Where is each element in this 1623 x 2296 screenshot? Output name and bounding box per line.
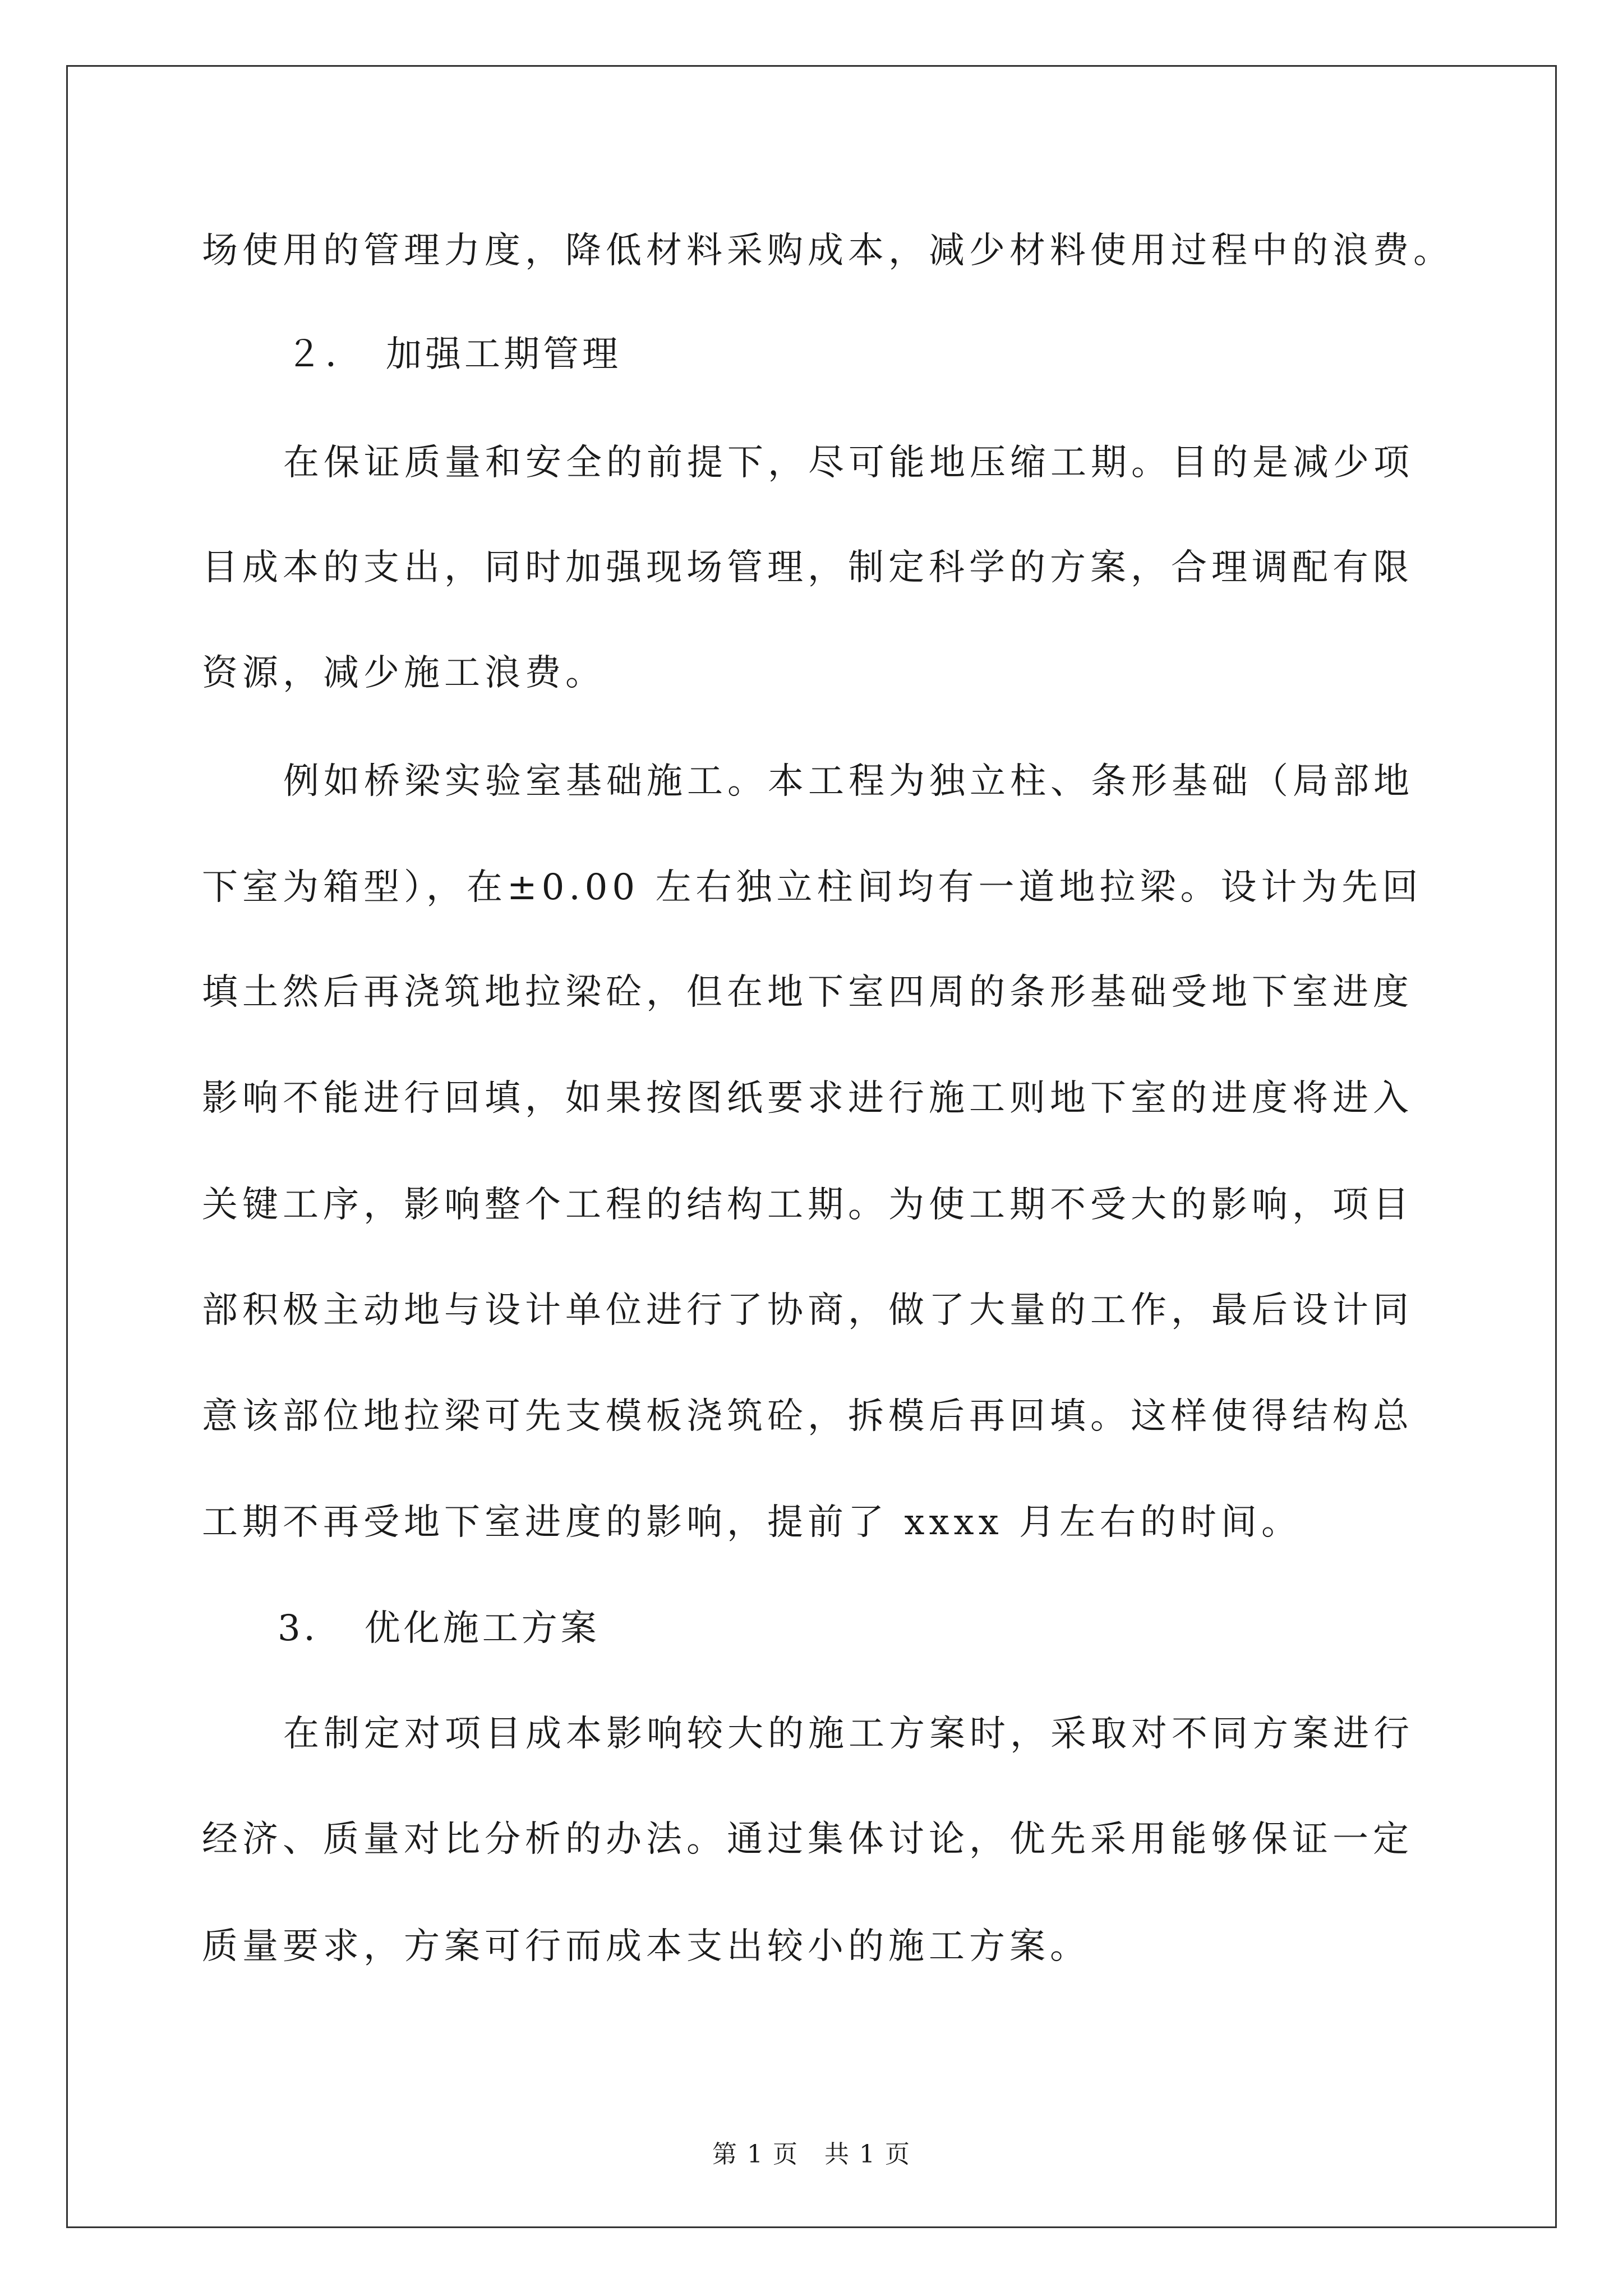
body-line: 质量要求，方案可行而成本支出较小的施工方案。	[202, 1926, 1090, 1967]
page-number: 第 1 页 共 1 页	[712, 2140, 911, 2169]
body-line: 下室为箱型），在±0.00 左右独立柱间均有一道地拉梁。设计为先回	[202, 867, 1423, 908]
body-line: 目成本的支出，同时加强现场管理，制定科学的方案，合理调配有限	[202, 547, 1413, 588]
body-line: 在制定对项目成本影响较大的施工方案时，采取对不同方案进行	[283, 1713, 1414, 1755]
page-border	[66, 65, 1557, 2228]
body-line: 意该部位地拉梁可先支模板浇筑砼，拆模后再回填。这样使得结构总	[202, 1396, 1413, 1437]
body-line: 场使用的管理力度，降低材料采购成本，减少材料使用过程中的浪费。	[202, 230, 1454, 272]
body-line: 资源，减少施工浪费。	[202, 652, 606, 694]
body-line: 例如桥梁实验室基础施工。本工程为独立柱、条形基础（局部地	[283, 761, 1414, 802]
body-line: 影响不能进行回填，如果按图纸要求进行施工则地下室的进度将进入	[202, 1078, 1413, 1119]
body-line: 在保证质量和安全的前提下，尽可能地压缩工期。目的是减少项	[283, 442, 1414, 484]
section-heading-2: ２． 加强工期管理	[286, 334, 621, 375]
body-line: 部积极主动地与设计单位进行了协商，做了大量的工作，最后设计同	[202, 1290, 1413, 1331]
body-line: 工期不再受地下室进度的影响，提前了 xxxx 月左右的时间。	[202, 1502, 1302, 1543]
body-line: 经济、质量对比分析的办法。通过集体讨论，优先采用能够保证一定	[202, 1819, 1413, 1860]
body-line: 关键工序，影响整个工程的结构工期。为使工期不受大的影响，项目	[202, 1184, 1413, 1226]
section-heading-3: 3． 优化施工方案	[278, 1608, 600, 1649]
body-line: 填土然后再浇筑地拉梁砼，但在地下室四周的条形基础受地下室进度	[202, 972, 1413, 1013]
